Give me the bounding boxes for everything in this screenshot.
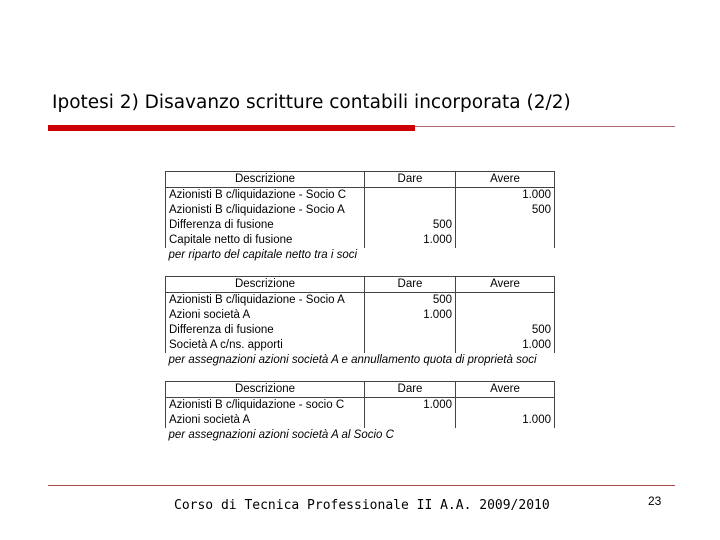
cell-avere: 1.000 [456, 188, 555, 204]
col-header-dare: Dare [365, 382, 456, 398]
table-row [166, 308, 555, 323]
table-row [166, 188, 555, 204]
table-row [166, 203, 555, 218]
col-header-descrizione: Descrizione [166, 172, 365, 188]
slide-title: Ipotesi 2) Disavanzo scritture contabili incorporata (2/2) [52, 92, 571, 113]
col-header-avere: Avere [456, 277, 555, 293]
cell-dare [365, 323, 456, 338]
table-row [166, 233, 555, 248]
col-header-avere: Avere [456, 172, 555, 188]
cell-avere: 1.000 [456, 338, 555, 353]
col-header-descrizione: Descrizione [166, 277, 365, 293]
cell-descrizione: Società A c/ns. apporti [166, 338, 365, 353]
journal-entry-table-2 [165, 276, 555, 368]
cell-avere [456, 398, 555, 414]
cell-descrizione: Azionisti B c/liquidazione - Socio A [166, 293, 365, 309]
cell-dare: 500 [365, 293, 456, 309]
cell-descrizione: Azionisti B c/liquidazione - socio C [166, 398, 365, 414]
footer-divider [48, 485, 675, 486]
entry-note: per riparto del capitale netto tra i soci [168, 249, 358, 261]
col-header-dare: Dare [365, 277, 456, 293]
cell-avere: 1.000 [456, 413, 555, 428]
cell-descrizione: Azionisti B c/liquidazione - Socio C [166, 188, 365, 204]
cell-dare: 500 [365, 218, 456, 233]
col-header-descrizione: Descrizione [166, 382, 365, 398]
cell-dare [365, 188, 456, 204]
table-note-row [166, 353, 555, 368]
cell-descrizione: Capitale netto di fusione [166, 233, 365, 248]
col-header-avere: Avere [456, 382, 555, 398]
cell-descrizione: Azioni società A [166, 308, 365, 323]
footer-course-text: Corso di Tecnica Professionale II A.A. 2009/2010 [174, 498, 550, 513]
col-header-dare: Dare [365, 172, 456, 188]
table-row [166, 398, 555, 414]
cell-avere [456, 293, 555, 309]
entry-note: per assegnazioni azioni società A e annullamento quota di proprietà soci [168, 354, 537, 366]
table-row [166, 338, 555, 353]
journal-entry-table-3 [165, 381, 555, 443]
title-accent-bar [48, 125, 415, 131]
cell-avere [456, 218, 555, 233]
entry-note: per assegnazioni azioni società A al Socio C [168, 429, 394, 441]
cell-dare [365, 338, 456, 353]
page-number: 23 [648, 494, 662, 508]
cell-dare: 1.000 [365, 398, 456, 414]
cell-avere: 500 [456, 203, 555, 218]
cell-descrizione: Azioni società A [166, 413, 365, 428]
table-row [166, 413, 555, 428]
cell-descrizione: Azionisti B c/liquidazione - Socio A [166, 203, 365, 218]
cell-avere [456, 308, 555, 323]
cell-dare: 1.000 [365, 308, 456, 323]
cell-avere [456, 233, 555, 248]
journal-entry-table-1 [165, 171, 555, 263]
cell-dare [365, 413, 456, 428]
table-row [166, 323, 555, 338]
table-note-row [166, 248, 555, 263]
table-note-row [166, 428, 555, 443]
cell-descrizione: Differenza di fusione [166, 323, 365, 338]
table-row [166, 218, 555, 233]
table-row [166, 293, 555, 309]
cell-avere: 500 [456, 323, 555, 338]
cell-dare [365, 203, 456, 218]
cell-dare: 1.000 [365, 233, 456, 248]
cell-descrizione: Differenza di fusione [166, 218, 365, 233]
